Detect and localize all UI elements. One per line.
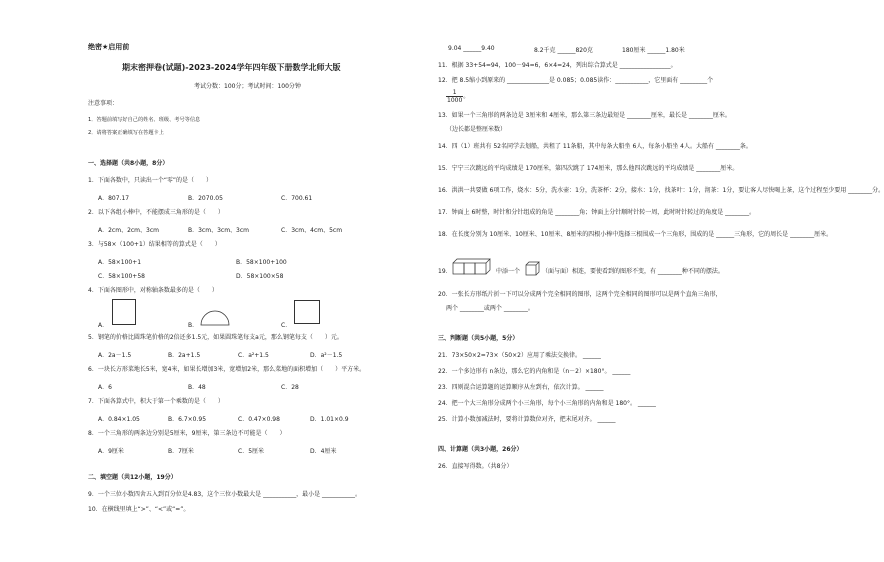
q1-option-c[interactable]: C．700.61 <box>281 195 313 202</box>
semicircle-shape <box>200 310 230 326</box>
q7-option-a[interactable]: A．0.84×1.05 <box>98 416 140 423</box>
q12-fraction-numerator: 1 <box>446 89 463 97</box>
section1-heading: 一、选择题（共8小题，8分） <box>88 160 169 167</box>
q23: 23．四则混合运算题的运算顺序从左到右，依次计算。 ______ <box>438 384 604 391</box>
q15: 15．宁宁三次跳远的平均成绩是 170厘米，第四次跳了 174厘米，那么他四次跳远的平均成绩是 ________厘米。 <box>438 165 739 172</box>
q20: 20．一张长方形纸片折一下可以分成两个完全相同的图形，这两个完全相同的图形可以是两个直角三角形， <box>438 291 722 298</box>
q1-option-a[interactable]: A．807.17 <box>98 195 130 202</box>
q26: 26．直接写得数。（共8分） <box>438 463 513 470</box>
q12-fraction-denominator: 1000 <box>447 97 463 105</box>
q6-stem: 6．一块长方形菜地长5米，宽4米，如果长增加3米，宽增加2米，那么菜地的面积增加（ ）平方米。 <box>88 366 366 373</box>
section4-heading: 四、计算题（共3小题，26分） <box>438 446 523 453</box>
q5-option-a[interactable]: A．2a－1.5 <box>98 352 132 359</box>
q4-option-c[interactable]: C． <box>281 322 292 329</box>
q5-option-b[interactable]: B．2a+1.5 <box>168 352 201 359</box>
single-cube-figure <box>525 261 540 276</box>
q5-stem: 5．钢笔的价格比圆珠笔价格的2倍还多1.5元，如果圆珠笔每支a元，那么钢笔每支（ ）元。 <box>88 334 343 341</box>
q3-stem: 3．与58×（100+1）结果相等的算式是（ ） <box>88 241 221 248</box>
q8-option-d[interactable]: D．4厘米 <box>310 448 337 455</box>
q22: 22．一个多边形有 n条边，那么它的内角和是（n－2）×180°。 ______ <box>438 368 631 375</box>
score-time: 考试分数：100分；考试时间：100分钟 <box>194 83 301 90</box>
q21: 21．73×50×2=73×（50×2）应用了乘法交换律。 ______ <box>438 352 601 359</box>
section3-heading: 三、判断题（共5小题，5分） <box>438 335 519 342</box>
q2-option-a[interactable]: A．2cm、2cm、3cm <box>98 227 159 234</box>
square-shape <box>112 299 136 325</box>
q6-option-c[interactable]: C．28 <box>281 384 299 391</box>
q25: 25．计算小数加减法时，要将计算数位对齐，把末尾对齐。 ______ <box>438 416 616 423</box>
q2-option-c[interactable]: C．3cm、4cm、5cm <box>281 227 343 234</box>
q5-option-c[interactable]: C．a²+1.5 <box>238 352 269 359</box>
cube-stack-figure <box>452 256 492 276</box>
q3-option-b[interactable]: B．58×100+100 <box>236 259 287 266</box>
note-item-2: 2．请将答案正确填写在答题卡上 <box>88 130 164 136</box>
q1-option-b[interactable]: B．2070.05 <box>188 195 223 202</box>
q4-option-a[interactable]: A． <box>98 322 109 329</box>
q17: 17．钟面上 6时整，时针和分针组成的角是 ________角；钟面上分针顺时针转一周，此时时针转过的角度是 ________。 <box>438 209 756 216</box>
exam-title: 期末密押卷(试题)-2023-2024学年四年级下册数学北师大版 <box>122 63 341 72</box>
q4-stem: 4．下面各图形中，对称轴条数最多的是（ ） <box>88 287 218 294</box>
q24: 24．把一个大三角形分成两个小三角形，每个小三角形的内角和是 180°。 ______ <box>438 400 656 407</box>
q20-line2: 两个 ________或两个 ________。 <box>446 305 534 312</box>
q4-option-b[interactable]: B． <box>188 322 199 329</box>
q10-item-3: 180厘米 ______1.80米 <box>622 47 685 54</box>
q12-tail: 。 <box>463 93 470 101</box>
q10-item-1: 9.04 ______9.40 <box>448 45 495 52</box>
q12-line1: 12．把 8.5缩小到原来的 ______________是 0.085；0.085读作：___________，它里面有 _________个 <box>438 77 714 84</box>
q19-suffix: （面与面）相连，要使看到的图形不变，有 ________种不同的摆法。 <box>542 268 724 275</box>
section2-heading: 二、填空题（共12小题，19分） <box>88 474 177 481</box>
q8-option-c[interactable]: C．5厘米 <box>238 448 265 455</box>
q12-fraction <box>446 89 469 104</box>
q18: 18．在长度分别为 10厘米、10厘米、10厘米、8厘米的四根小棒中选择三根围成一个三角形，围成的是 ______三角形，它的周长是 ________厘米。 <box>438 231 833 238</box>
notes-heading: 注意事项： <box>88 100 119 107</box>
rectangle-shape <box>294 300 320 324</box>
q3-option-a[interactable]: A．58×100+1 <box>98 259 142 266</box>
q7-option-d[interactable]: D．1.01×0.9 <box>310 416 349 423</box>
q19-middle: 中添一个 <box>496 268 521 275</box>
q1-stem: 1．下面各数中，只读出一个“零”的是（ ） <box>88 177 213 184</box>
q19-prefix: 19． <box>438 268 452 275</box>
q10-item-2: 8.2千克 ______820克 <box>534 47 593 54</box>
secret-mark: 绝密★启用前 <box>88 43 130 51</box>
q6-option-b[interactable]: B．48 <box>188 384 206 391</box>
q5-option-d[interactable]: D．a²－1.5 <box>310 352 343 359</box>
q13: 13．如果一个三角形的两条边是 3厘米和 4厘米，那么第三条边最短是 ________厘米，最长是 ________厘米。 <box>438 112 731 119</box>
q14: 14．四（1）班共有 52名同学去划船，共租了 11条船，其中每条大船坐 6人，每条小船坐 4人。大船有 ________条。 <box>438 143 752 150</box>
q2-stem: 2．以下各组小棒中，不能摆成三角形的是（ ） <box>88 209 224 216</box>
q7-option-b[interactable]: B．6.7×0.95 <box>168 416 207 423</box>
q16: 16．洪洪一共要做 6项工作，烧水：5分，洗水壶：1分，洗茶杯：2分，接水：1分，找茶叶：1分，沏茶：1分，要让客人尽快喝上茶，这个过程至少要用 ________分。 <box>438 187 884 194</box>
q8-option-a[interactable]: A．9厘米 <box>98 448 124 455</box>
q11: 11．根据 33+54=94，100－94=6，6×4=24，列出综合算式是 _________________。 <box>438 62 677 69</box>
q6-option-a[interactable]: A．6 <box>98 384 112 391</box>
q7-stem: 7．下面各算式中，积大于第一个乘数的是（ ） <box>88 398 224 405</box>
q10: 10．在横线里填上“>”、“<”或“=”。 <box>88 506 190 513</box>
note-item-1: 1．答题前填写好自己的姓名、班级、考号等信息 <box>88 117 201 123</box>
q3-option-d[interactable]: D．58×100×58 <box>236 273 284 280</box>
q9: 9．一个三位小数四舍五入到百分位是4.83，这个三位小数最大是 ___________，最小是 ___________。 <box>88 491 361 498</box>
q13-note: （边长都是整厘米数） <box>446 126 507 133</box>
q7-option-c[interactable]: C．0.47×0.98 <box>238 416 280 423</box>
q2-option-b[interactable]: B．3cm、3cm、3cm <box>188 227 249 234</box>
q8-option-b[interactable]: B．7厘米 <box>168 448 194 455</box>
q8-stem: 8．一个三角形的两条边分别是5厘米，9厘米，第三条边不可能是（ ） <box>88 430 286 437</box>
q3-option-c[interactable]: C．58×100+58 <box>98 273 145 280</box>
